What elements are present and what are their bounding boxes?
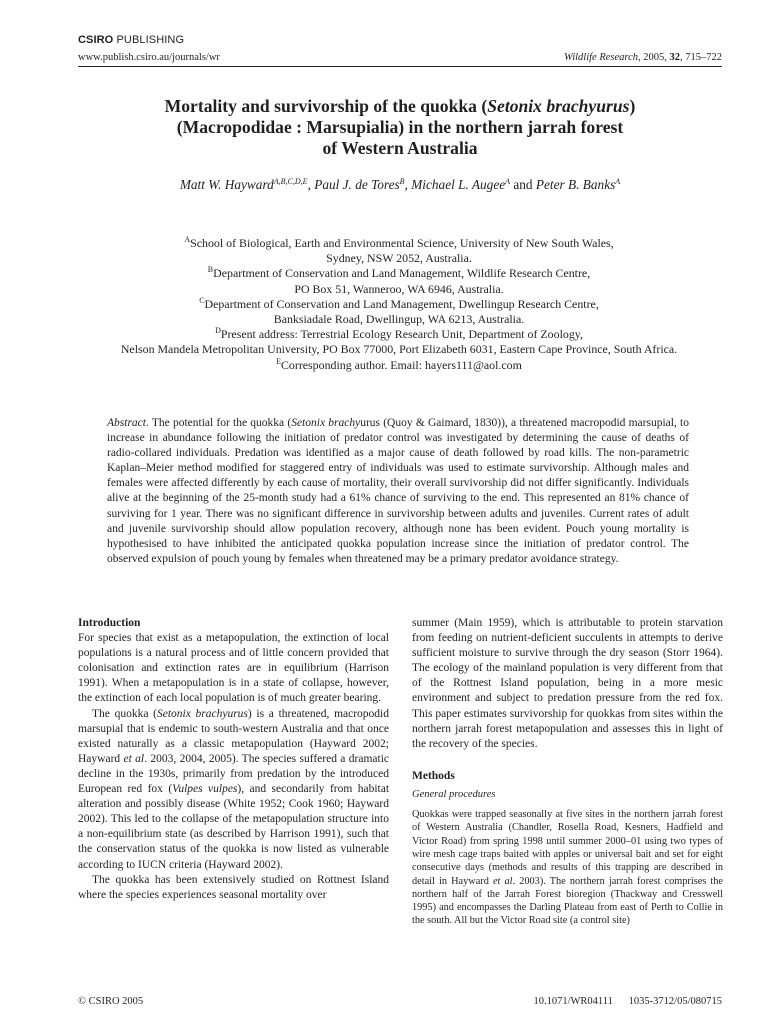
subsection-heading: General procedures <box>412 788 496 800</box>
section-heading-introduction: Introduction <box>78 617 141 629</box>
affiliation: $^D$Present address: Terrestrial Ecology Research Unit, Department of Zoology, <box>215 326 583 342</box>
journal-citation: Wildlife Research, 2005, 32, 715–722 <box>564 52 722 63</box>
article-title: Mortality and survivorship of the quokka (Setonix brachyurus) (Macropodidae : Marsupialia) in the northern jarrah forest of Western Australia <box>164 96 636 158</box>
affiliation: $^C$Department of Conservation and Land Management, Dwellingup Research Centre, <box>199 295 599 311</box>
right-column <box>412 616 723 928</box>
paragraph: The quokka (Setonix brachyurus) is a threatened, macropodid marsupial that is endemic to south-western Australia and that once existed naturally as a classic metapopulation (Hayward 2002; Hayward et al. 2003, 2004, 2005). The species suffered a dramatic decline in the 1930s, primarily from predation by the introduced European red fox (Vulpes vulpes), and secondarily from habitat alteration and possibly disease (White 1952; Cook 1960; Hayward 2002). This led to the collapse of the metapopulation structure into a non-equilibrium state (as described by Harrison 1991), such that the conservation status of the quokka is now listed as vulnerable according to IUCN criteria (Hayward 2002). <box>78 707 390 871</box>
issn: 1035-3712/05/080715 <box>628 996 722 1007</box>
abstract: Abstract. The potential for the quokka (Setonix brachyurus (Quoy & Gaimard, 1830)), a threatened macropodid marsupial, to increase in abundance following the initiation of predator control was investigated by determining the cause of deaths of radio-collared individuals. Predation was identified as a major cause of death followed by road kills. The non-parametric Kaplan–Meier method modified for staggered entry of individuals was used to estimate survivorship. Although males and females were affected differently by each cause of mortality, their overall survivorship did not differ significantly. Individuals alive at the beginning of the 25-month study had a 61% chance of surviving to the end. This represented an 81% chance of surviving for 1 year. There was no significant difference in survivorship between adults and juveniles. Current rates of adult and juvenile survivorship should allow population recovery, although none has been evident. Pouch young mortality is hypothesised to have inhibited the anticipated quokka population increase since the initiation of predator control. The observed expulsion of pouch young by females when threatened may be a primary predator avoidance strategy. <box>107 417 689 565</box>
affiliation: $^A$School of Biological, Earth and Environmental Science, University of New South Wales, <box>184 235 614 250</box>
section-heading-methods: Methods <box>412 769 455 782</box>
paragraph: For species that exist as a metapopulation, the extinction of local populations is a natural process and of little concern provided that colonisation and extinction rates are in equilibrium (Harrison 1991). When a metapopulation is in a state of collapse, however, the extinction of each local population is of much greater bearing. <box>78 632 389 705</box>
author-name: Peter B. Banks <box>535 177 616 192</box>
author-list: Matt W. Hayward$^{A,B,C,D,E}$, Paul J. de Tores$^B$, Michael L. Augee$^A$ and Peter B. Banks$^A$ <box>179 177 621 192</box>
paragraph: summer (Main 1959), which is attributable to protein starvation from feeding on nutrient-deficient succulents in attempts to derive sufficient moisture to survive through the dry season (Storr 1964). The ecology of the mainland population is very different from that of the Rottnest Island population, being in a more mesic environment and subject to predation pressure from the red fox. This paper estimates survivorship for quokkas from sites within the northern jarrah forest metapopulation and assesses this in light of the recovery of the species. <box>412 617 723 750</box>
publisher-name: CSIRO PUBLISHING <box>78 34 185 46</box>
affiliation: $^B$Department of Conservation and Land Management, Wildlife Research Centre, <box>207 265 591 281</box>
author-name: Michael L. Augee <box>411 177 506 192</box>
author-name: Paul J. de Tores <box>314 177 400 192</box>
header-rule <box>78 66 722 67</box>
affiliations: $^A$School of Biological, Earth and Environmental Science, University of New South Wales, Sydney, NSW 2052, Australia. $^B$Department of Conservation and Land Management, Wildlife Research Centre, PO Box 51, Wanneroo, WA 6946, Australia. $^C$Department of Conservation and Land Management, Dwellingup Research Centre, Banksiadale Road, Dwellingup, WA 6213, Australia. $^D$Present address: Terrestrial Ecology Research Unit, Department of Zoology, Nelson Mandela Metropolitan University, PO Box 77000, Port Elizabeth 6031, Eastern Cape Province, South Africa. $^E$Corresponding author. Email: hayers111@aol.com <box>60 236 738 373</box>
doi-issn <box>533 996 722 1007</box>
doi[interactable]: 10.1071/WR04111 <box>533 996 613 1007</box>
paragraph: The quokka has been extensively studied on Rottnest Island where the species experiences seasonal mortality over <box>78 873 389 901</box>
corresponding-author: $^E$Corresponding author. Email: hayers111@aol.com <box>276 356 522 372</box>
paragraph: Quokkas were trapped seasonally at five sites in the northern jarrah forest of Western Australia (Chandler, Rosella Road, Kesners, Hadfield and Victor Road) from spring 1998 until summer 2000–01 using two types of wire mesh cage traps baited with apples or universal bait and set for eight consecutive days (methods and results of this trapping are described in detail in Hayward et al. 2003). The northern jarrah forest comprises the northern half of the Jarrah Forest bioregion (Thackway and Cresswell 1995) and encompasses the Darling Plateau from east of Perth to Collie in the south. All but the Victor Road site (a control site) <box>412 809 723 927</box>
abstract-label: Abstract <box>107 417 146 429</box>
journal-url[interactable]: www.publish.csiro.au/journals/wr <box>78 52 220 63</box>
copyright-notice: © CSIRO 2005 <box>78 996 144 1007</box>
author-name: Matt W. Hayward <box>179 177 274 192</box>
left-column <box>78 616 389 903</box>
